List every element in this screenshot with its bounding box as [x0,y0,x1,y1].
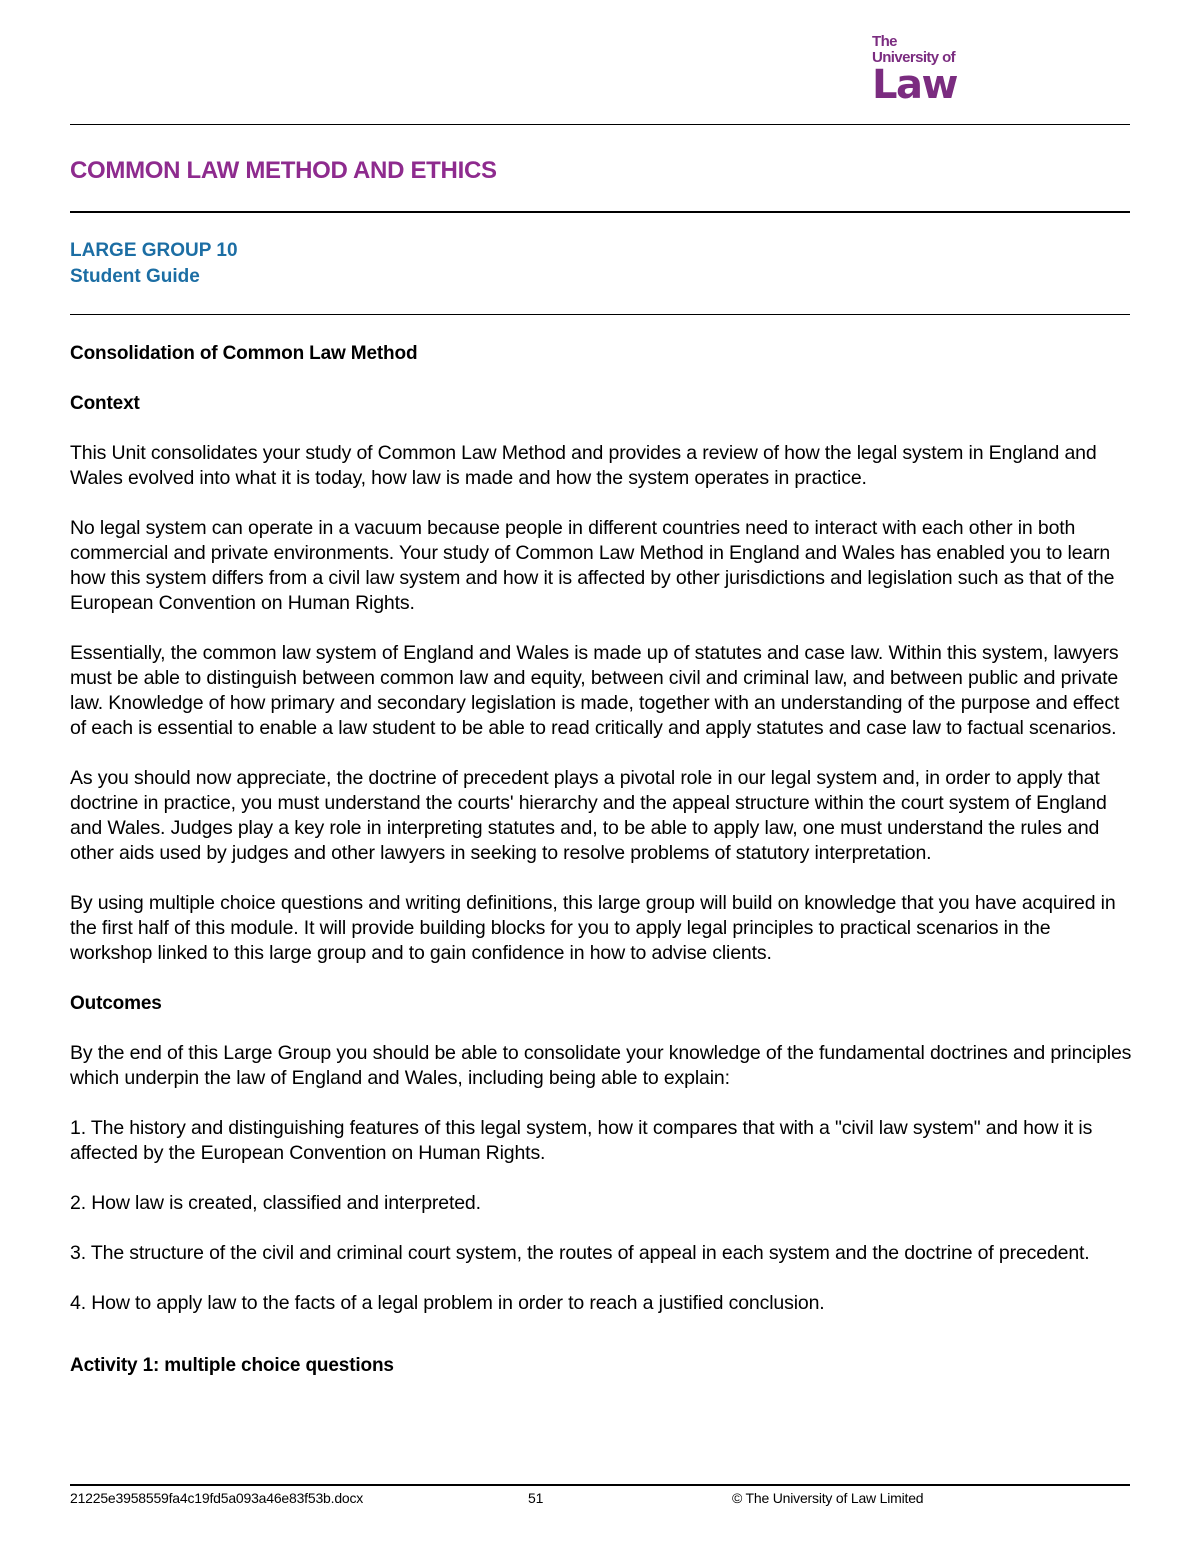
large-group-label: LARGE GROUP 10 [70,240,238,261]
context-paragraph: This Unit consolidates your study of Common Law Method and provides a review of how the legal system in England and Wales evolved into what it is today, how law is made and how the system operates in practice. [70,442,1097,489]
context-paragraph: Essentially, the common law system of England and Wales is made up of statutes and case law. Within this system, lawyers must be able to distinguish between common law and equity, between civil and criminal law, and between public and private law. Knowledge of how primary and secondary legislation is made, together with an understanding of the purpose and effect of each is essential to enable a law student to be able to read critically and apply statutes and case law to factual scenarios. [70,642,1120,739]
subtitle-divider [70,314,1130,315]
context-paragraph: No legal system can operate in a vacuum because people in different countries need to interact with each other in both commercial and private environments. Your study of Common Law Method in England and Wales has enabled you to learn how this system differs from a civil law system and how it is affected by other jurisdictions and legislation such as that of the European Convention on Human Rights. [70,517,1115,614]
outcomes-intro: By the end of this Large Group you should be able to consolidate your knowledge of the fundamental doctrines and principles which underpin the law of England and Wales, including being able to explain: [70,1042,1132,1089]
footer-divider [70,1484,1130,1486]
outcomes-heading: Outcomes [70,993,162,1014]
document-title: COMMON LAW METHOD AND ETHICS [70,157,497,184]
footer-filename: 21225e3958559fa4c19fd5a093a46e83f53b.docx [70,1490,364,1506]
footer-copyright: © The University of Law Limited [732,1490,924,1506]
section-heading: Consolidation of Common Law Method [70,343,418,364]
document-body [70,341,1132,1403]
context-paragraph: As you should now appreciate, the doctrine of precedent plays a pivotal role in our legal system and, in order to apply that doctrine in practice, you must understand the courts' hierarchy and the appeal structure within the court system of England and Wales. Judges play a key role in interpreting statutes and, to be able to apply law, one must understand the rules and other aids used by judges and other lawyers in seeking to resolve problems of statutory interpretation. [70,767,1107,864]
outcome-item: 1. The history and distinguishing features of this legal system, how it compares that with a "civil law system" and how it is affected by the European Convention on Human Rights. [70,1117,1093,1164]
context-heading: Context [70,393,140,414]
student-guide-label: Student Guide [70,266,200,287]
title-divider [70,211,1130,213]
activity-heading: Activity 1: multiple choice questions [70,1355,394,1376]
subtitle-block [70,238,238,290]
outcome-item: 2. How law is created, classified and interpreted. [70,1192,481,1214]
logo-line-3: Law [872,62,957,108]
context-paragraph: By using multiple choice questions and writing definitions, this large group will build on knowledge that you have acquired in the first half of this module. It will provide building blocks for you to apply legal principles to practical scenarios in the workshop linked to this large group and to gain confidence in how to advise clients. [70,892,1116,964]
outcome-item: 3. The structure of the civil and criminal court system, the routes of appeal in each system and the doctrine of precedent. [70,1242,1090,1264]
university-of-law-logo [872,33,972,108]
header-divider-top [70,124,1130,125]
logo-line-1: The [872,33,897,50]
outcome-item: 4. How to apply law to the facts of a legal problem in order to reach a justified conclusion. [70,1292,825,1314]
logo-line-2: University of [872,49,956,66]
footer-page-number: 51 [528,1490,544,1506]
